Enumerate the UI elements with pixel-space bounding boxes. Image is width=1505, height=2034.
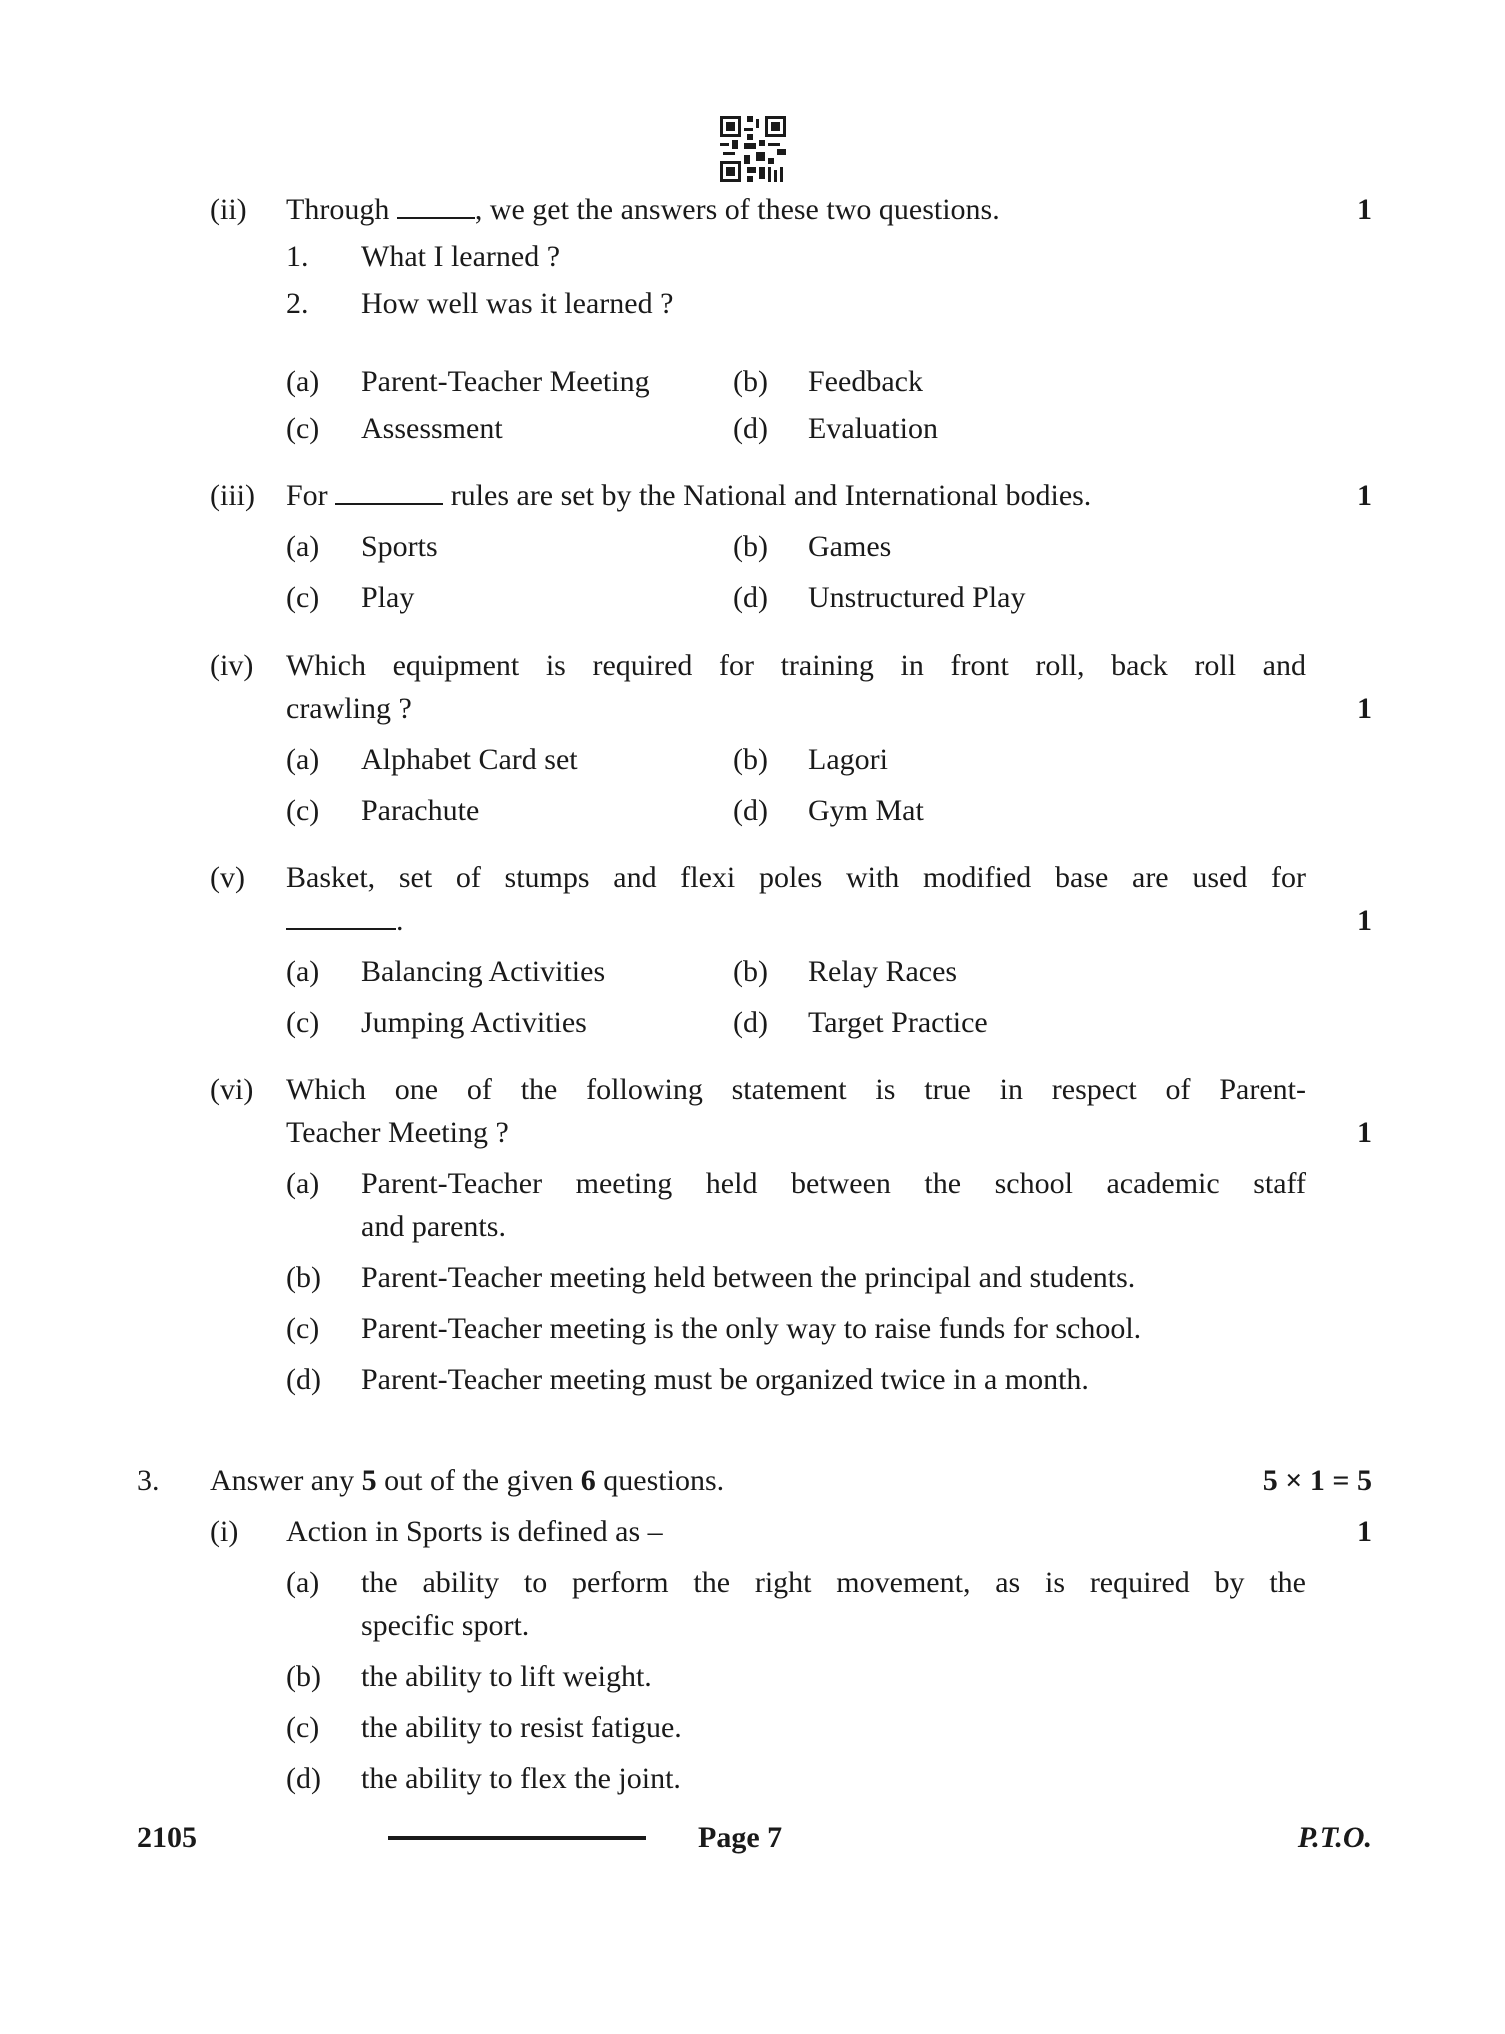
question-text	[210, 1461, 724, 1501]
option-text: the ability to lift weight.	[361, 1660, 652, 1693]
question-number: (i)	[210, 1515, 239, 1548]
option-text: Gym Mat	[808, 794, 924, 827]
option-label: (d)	[286, 1363, 321, 1396]
option-text: Lagori	[808, 743, 888, 776]
option-text: Games	[808, 530, 892, 563]
option-label: (b)	[286, 1261, 321, 1294]
question-text-end: rules are set by the National and International bodies.	[450, 479, 1092, 512]
option-label: (a)	[286, 1566, 320, 1599]
option-text: Play	[361, 581, 415, 614]
question-mark: 1	[1357, 904, 1372, 937]
question-mark: 1	[1357, 479, 1372, 512]
option-label: (b)	[733, 530, 768, 563]
option-label: (c)	[286, 412, 320, 445]
please-turn-over: P.T.O.	[1297, 1821, 1372, 1854]
option-text: Parent-Teacher Meeting	[361, 365, 650, 398]
option-label: (d)	[733, 1006, 768, 1039]
sub-item-text: How well was it learned ?	[361, 287, 674, 320]
option-text: Balancing Activities	[361, 955, 606, 988]
option-text: Alphabet Card set	[361, 743, 578, 776]
question-text: Basket, set of stumps and flexi poles with modified base are used for	[286, 861, 1306, 894]
option-label: (d)	[286, 1762, 321, 1795]
option-text: Parent-Teacher meeting held between the principal and students.	[361, 1261, 1136, 1294]
option-text: Evaluation	[808, 412, 938, 445]
option-text: Parent-Teacher meeting held between the school academic staff	[361, 1167, 1306, 1200]
option-text-continued: specific sport.	[361, 1609, 530, 1642]
option-text: Feedback	[808, 365, 923, 398]
option-label: (d)	[733, 412, 768, 445]
option-text: Relay Races	[808, 955, 958, 988]
option-label: (b)	[733, 743, 768, 776]
sub-item-text: What I learned ?	[361, 240, 561, 273]
option-text: the ability to resist fatigue.	[361, 1711, 682, 1744]
option-text: Unstructured Play	[808, 581, 1026, 614]
option-label: (b)	[733, 955, 768, 988]
option-label: (a)	[286, 530, 320, 563]
option-text: Parent-Teacher meeting must be organized twice in a month.	[361, 1363, 1089, 1396]
question-text-start: Through	[286, 193, 390, 226]
question-text: Action in Sports is defined as –	[286, 1515, 663, 1548]
option-label: (c)	[286, 1312, 320, 1345]
question-text-continued: crawling ?	[286, 692, 412, 725]
option-label: (a)	[286, 1167, 320, 1200]
question-text-end: questions.	[603, 1464, 725, 1497]
option-text: Sports	[361, 530, 438, 563]
count-total: 6	[580, 1464, 596, 1497]
question-text: Which one of the following statement is true in respect of Parent-	[286, 1073, 1306, 1106]
option-label: (c)	[286, 1711, 320, 1744]
option-text-continued: and parents.	[361, 1210, 506, 1243]
fill-blank	[286, 906, 396, 930]
option-text: Parent-Teacher meeting is the only way to raise funds for school.	[361, 1312, 1142, 1345]
question-number: (v)	[210, 861, 245, 894]
sub-item-number: 1.	[286, 240, 309, 273]
question-number: (iii)	[210, 479, 255, 512]
question-text-continued: Teacher Meeting ?	[286, 1116, 509, 1149]
option-label: (b)	[733, 365, 768, 398]
question-mark: 1	[1357, 1515, 1372, 1548]
option-text: the ability to perform the right movement, as is required by the	[361, 1566, 1306, 1599]
option-label: (c)	[286, 794, 320, 827]
option-text: Target Practice	[808, 1006, 988, 1039]
option-text: Assessment	[361, 412, 503, 445]
option-text: the ability to flex the joint.	[361, 1762, 681, 1795]
footer-rule	[388, 1836, 646, 1840]
question-number: (vi)	[210, 1073, 254, 1106]
option-label: (a)	[286, 955, 320, 988]
option-label: (a)	[286, 743, 320, 776]
page-number: Page 7	[698, 1821, 783, 1854]
question-number: (iv)	[210, 649, 254, 682]
question-mark: 1	[1357, 692, 1372, 725]
option-label: (d)	[733, 581, 768, 614]
question-text-end: , we get the answers of these two questions.	[474, 193, 1000, 226]
question-number: 3.	[137, 1464, 160, 1497]
question-text-start: Answer any	[210, 1464, 355, 1497]
count-answer: 5	[361, 1464, 377, 1497]
option-label: (b)	[286, 1660, 321, 1693]
section-marks: 5 × 1 = 5	[1262, 1464, 1372, 1497]
question-text: Which equipment is required for training in front roll, back roll and	[286, 649, 1306, 682]
paper-code: 2105	[137, 1821, 197, 1854]
question-text	[286, 476, 1091, 516]
question-text-continued	[286, 901, 404, 941]
option-label: (a)	[286, 365, 320, 398]
question-text-start: For	[286, 479, 328, 512]
option-text: Parachute	[361, 794, 480, 827]
sub-item-number: 2.	[286, 287, 309, 320]
fill-blank	[397, 195, 475, 219]
fill-blank	[335, 481, 443, 505]
question-mark: 1	[1357, 1116, 1372, 1149]
question-number: (ii)	[210, 193, 247, 226]
question-text	[286, 190, 1000, 230]
option-text: Jumping Activities	[361, 1006, 587, 1039]
option-label: (c)	[286, 1006, 320, 1039]
question-mark: 1	[1357, 193, 1372, 226]
option-label: (d)	[733, 794, 768, 827]
qr-code	[720, 116, 786, 182]
option-label: (c)	[286, 581, 320, 614]
question-text-end: .	[396, 904, 404, 937]
question-text-middle: out of the given	[384, 1464, 574, 1497]
